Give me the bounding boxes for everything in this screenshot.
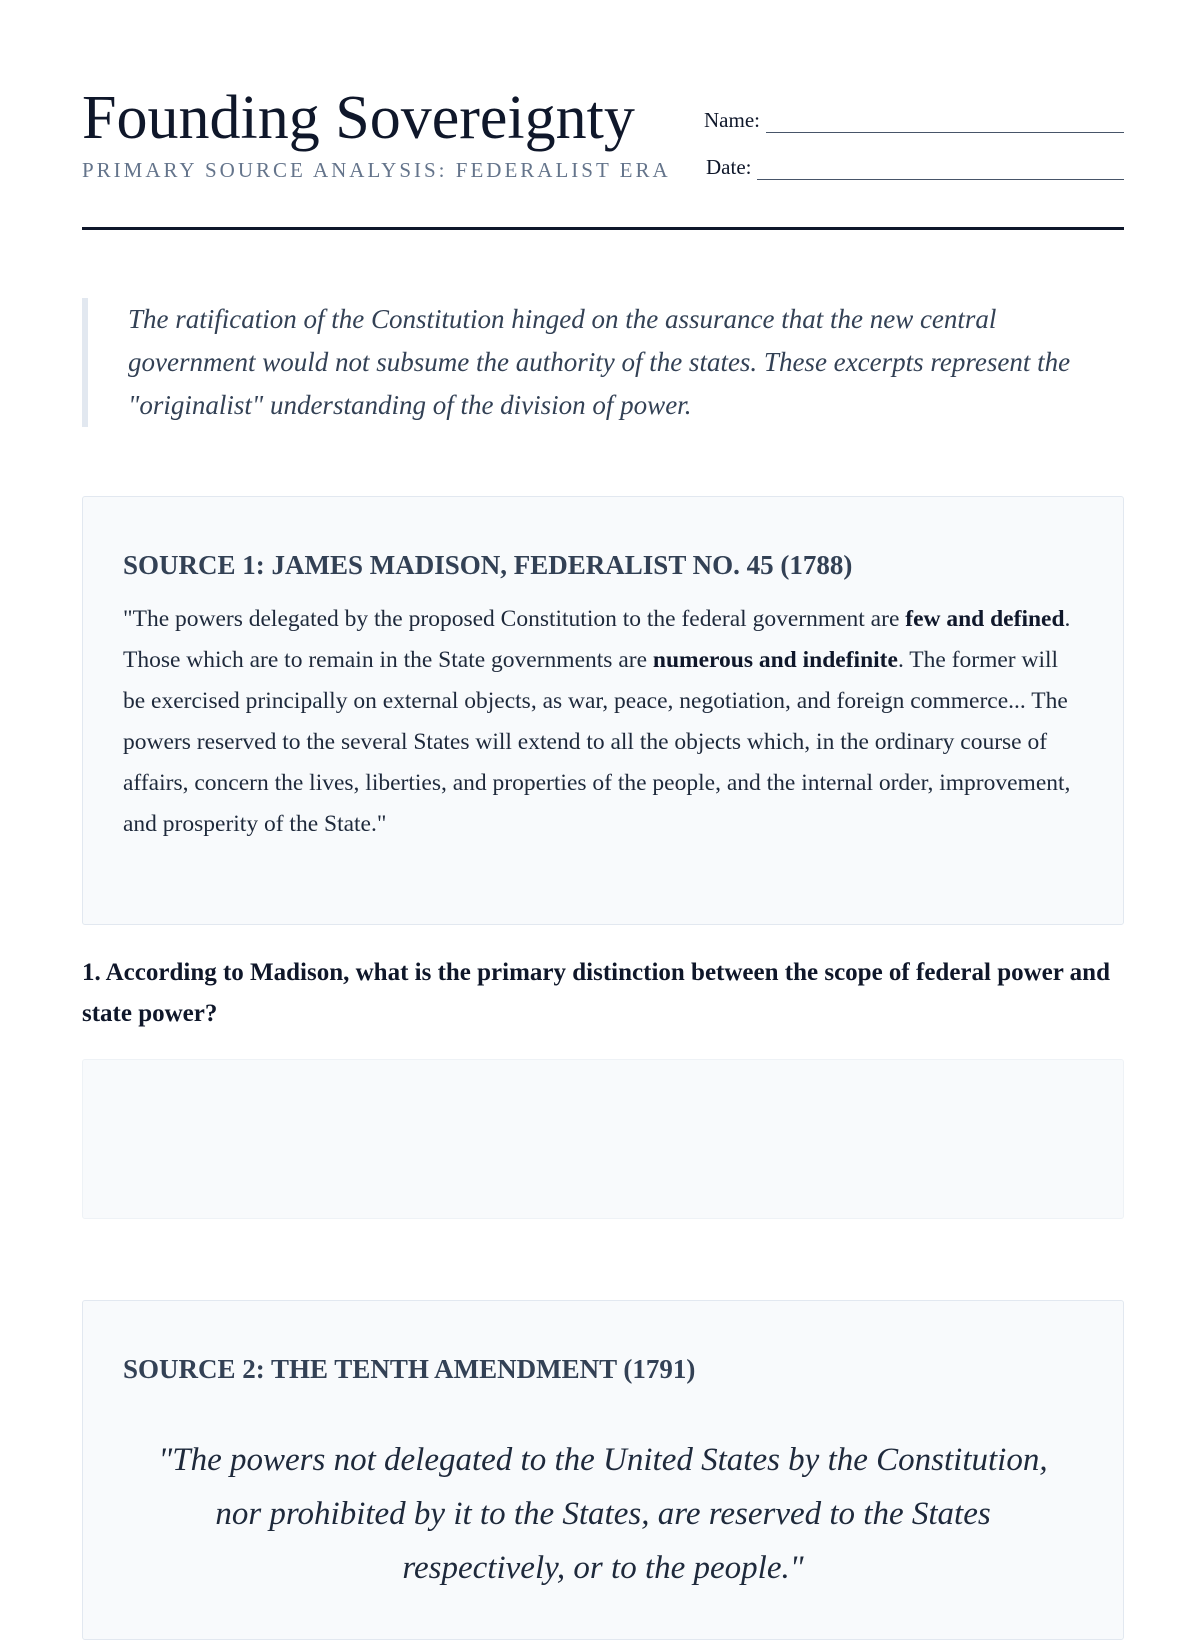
- name-input-line[interactable]: [766, 112, 1124, 133]
- date-field[interactable]: [706, 155, 1124, 180]
- name-label: Name:: [704, 108, 760, 132]
- source-1-excerpt: [123, 599, 1083, 845]
- excerpt-text: . Those which are to remain in the State governments are: [123, 606, 1071, 673]
- answer-box-1[interactable]: [82, 1059, 1124, 1219]
- source-2-quote: "The powers not delegated to the United States by the Constitution, nor prohibited by it to the States, are reserved to the States respectively, or to the people.": [158, 1442, 1048, 1586]
- date-input-line[interactable]: [757, 159, 1124, 180]
- page-subtitle: PRIMARY SOURCE ANALYSIS: FEDERALIST ERA: [82, 158, 671, 182]
- worksheet-header: [82, 82, 1124, 192]
- source-2-heading: SOURCE 2: THE TENTH AMENDMENT (1791): [123, 1354, 696, 1384]
- excerpt-text: "The powers delegated by the proposed Constitution to the federal government are: [123, 606, 906, 632]
- source-2-card: [82, 1300, 1124, 1640]
- excerpt-text: . The former will be exercised principally on external objects, as war, peace, negotiation, and foreign commerce... The powers reserved to the several States will extend to all the objects which, in the ordinary course of affairs, concern the lives, liberties, and properties of the people, and the internal order, improvement, and prosperity of the State.": [123, 647, 1071, 837]
- header-divider: [82, 227, 1124, 230]
- source-1-heading: SOURCE 1: JAMES MADISON, FEDERALIST NO. 45 (1788): [123, 550, 853, 580]
- source-1-card: [82, 496, 1124, 925]
- name-field[interactable]: [704, 108, 1124, 133]
- excerpt-emphasis: numerous and indefinite: [652, 647, 898, 673]
- intro-blockquote: The ratification of the Constitution hinged on the assurance that the new central government would not subsume the authority of the states. These excerpts represent the "originalist" understanding of the division of power.: [82, 298, 1124, 427]
- date-label: Date:: [706, 155, 752, 179]
- question-1: 1. According to Madison, what is the primary distinction between the scope of federal power and state power?: [82, 959, 1110, 1027]
- excerpt-emphasis: few and defined: [905, 606, 1065, 632]
- page-title: Founding Sovereignty: [82, 84, 635, 152]
